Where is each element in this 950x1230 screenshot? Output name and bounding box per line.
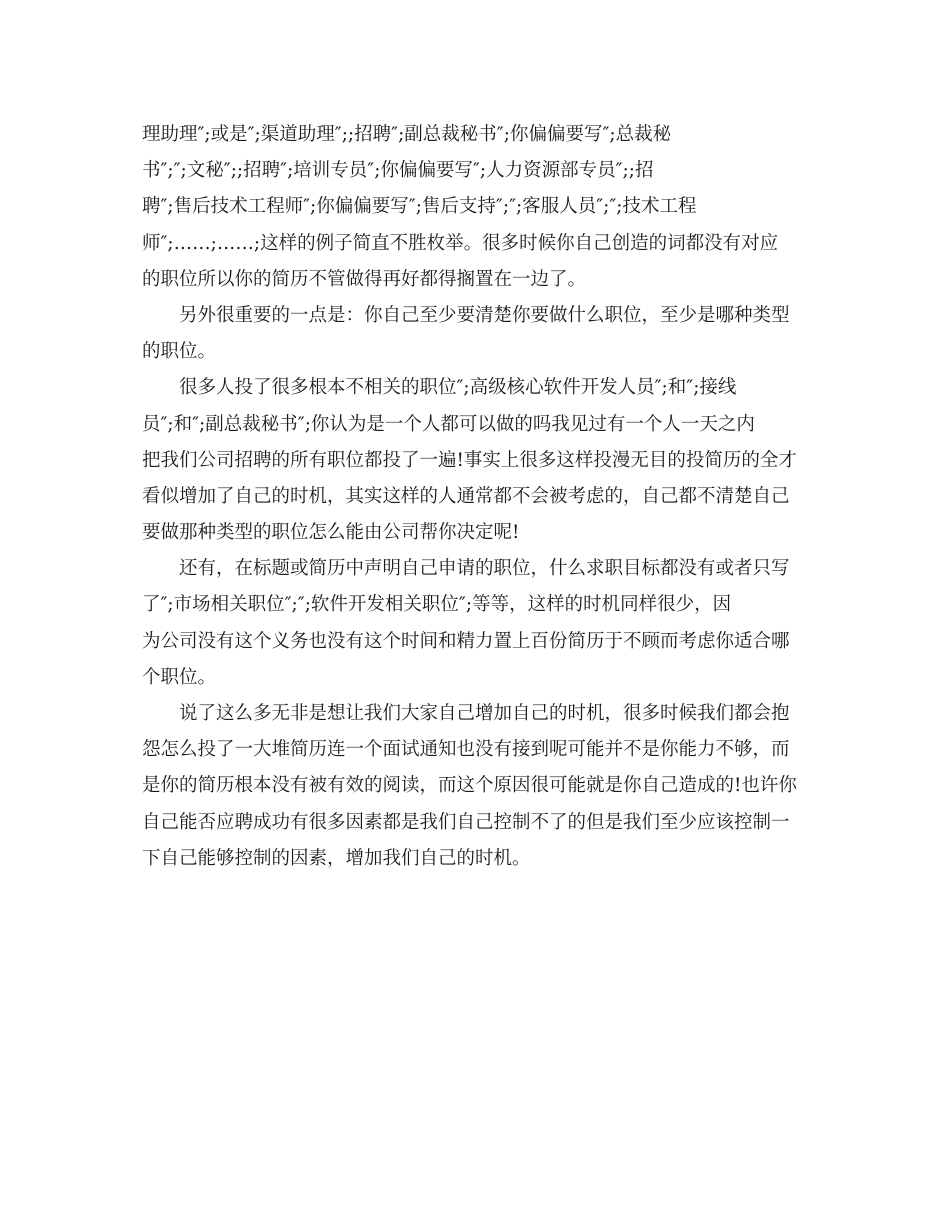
paragraph-first-line: 还有，在标题或简历中声明自己申请的职位，什么求职目标都没有或者只写	[179, 558, 790, 580]
paragraph-first-line: 很多人投了很多根本不相关的职位″;高级核心软件开发人员″;和″;接线	[179, 377, 737, 399]
text-line: 自己能否应聘成功有很多因素都是我们自己控制不了的但是我们至少应该控制一	[142, 811, 790, 833]
text-line: 师″;……;……;这样的例子简直不胜枚举。很多时候你自己创造的词都没有对应	[142, 232, 779, 254]
text-line: 理助理″;或是″;渠道助理″;;招聘″;副总裁秘书″;你偏偏要写″;总裁秘	[142, 124, 672, 145]
text-line: 怨怎么投了一大堆简历连一个面试通知也没有接到呢可能并不是你能力不够，而	[142, 739, 790, 761]
text-line: 把我们公司招聘的所有职位都投了一遍!事实上很多这样投漫无目的投简历的全才	[142, 449, 797, 471]
paragraph-first-line: 说了这么多无非是想让我们大家自己增加自己的时机，很多时候我们都会抱	[179, 703, 790, 724]
text-line: 的职位所以你的简历不管做得再好都得搁置在一边了。	[142, 268, 587, 290]
text-line: 的职位。	[142, 341, 217, 363]
document-page	[142, 117, 808, 877]
text-line: 是你的简历根本没有被有效的阅读，而这个原因很可能就是你自己造成的!也许你	[142, 775, 797, 797]
text-line: 员″;和″;副总裁秘书″;你认为是一个人都可以做的吗我见过有一个人一天之内	[142, 413, 755, 435]
text-line: 看似增加了自己的时机，其实这样的人通常都不会被考虑的，自己都不清楚自己	[142, 485, 790, 507]
text-line: 书″;″;文秘″;;招聘″;培训专员″;你偏偏要写″;人力资源部专员″;;招	[142, 160, 654, 182]
text-line: 为公司没有这个义务也没有这个时间和精力置上百份简历于不顾而考虑你适合哪	[142, 630, 790, 652]
text-line: 个职位。	[142, 666, 217, 688]
text-line: 要做那种类型的职位怎么能由公司帮你决定呢!	[142, 522, 520, 544]
text-line: 聘″;售后技术工程师″;你偏偏要写″;售后支持″;″;客服人员″;″;技术工程	[142, 196, 697, 218]
text-line: 了″;市场相关职位″;″;软件开发相关职位″;等等，这样的时机同样很少，因	[142, 594, 732, 616]
text-line: 下自己能够控制的因素，增加我们自己的时机。	[142, 847, 531, 869]
paragraph-first-line: 另外很重要的一点是：你自己至少要清楚你要做什么职位，至少是哪种类型	[179, 304, 790, 326]
